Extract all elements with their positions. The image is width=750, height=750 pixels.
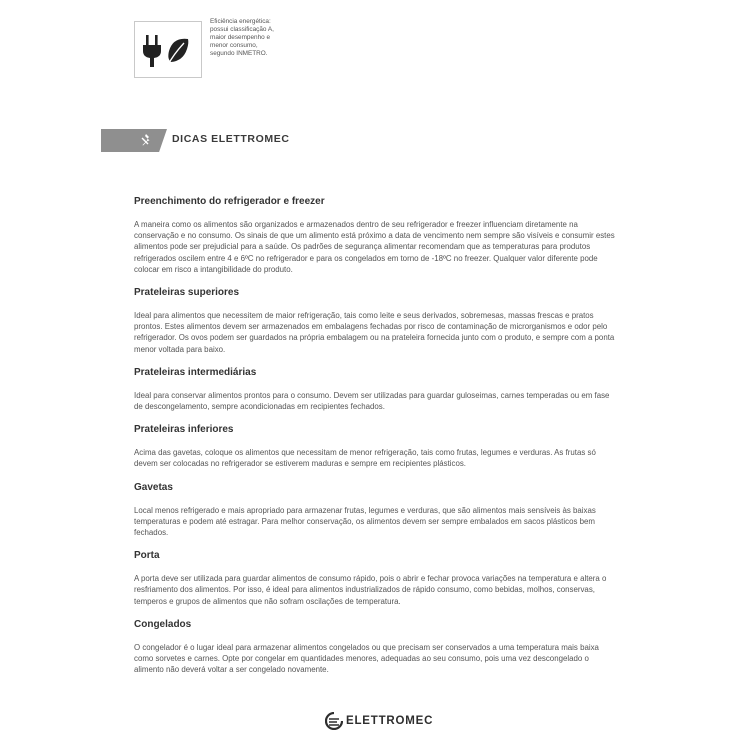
section-body: Acima das gavetas, coloque os alimentos que necessitam de menor refrigeração, tais como frutas, legumes e verduras. As frutas só devem ser colocadas no refrigerador se estiverem maduras e sempre em recipientes plásticos.	[134, 448, 596, 469]
section-middle-shelves	[134, 367, 618, 412]
plug-leaf-icon	[143, 31, 193, 71]
brand-logo-icon	[325, 712, 343, 730]
section-heading: Prateleiras inferiores	[134, 424, 234, 436]
section-body: A maneira como os alimentos são organizados e armazenados dentro de seu refrigerador e freezer influenciam diretamente na conservação e no consumo. Os sinais de que um alimento está próximo a data de vencimento nem sempre são visíveis e consumir estes alimentos pode ser prejudicial para a saúde. Os padrões de segurança alimentar recomendam que as temperaturas para produtos refrigerados oscilem entre 4 e 6ºC no refrigerador e para os congelados em torno de -18ºC no freezer. Qualquer valor diferente pode colocar em risco a intangibilidade do produto.	[134, 220, 615, 274]
section-body: A porta deve ser utilizada para guardar alimentos de consumo rápido, pois o abrir e fechar provoca variações na temperatura e altera o resfriamento dos alimentos. Por isso, é ideal para alimentos industrializados de rápido consumo, como bebidas, molhos, conservas, temperos e grupos de alimentos que não sofram oscilações de temperatura.	[134, 574, 607, 606]
tips-header-band	[101, 129, 167, 152]
pin-icon	[139, 133, 153, 147]
section-heading: Preenchimento do refrigerador e freezer	[134, 196, 325, 207]
brand-name: ELETTROMEC	[346, 715, 434, 727]
section-lower-shelves	[134, 424, 618, 469]
section-frozen	[134, 619, 618, 676]
section-heading: Gavetas	[134, 481, 173, 493]
tips-content	[134, 196, 618, 687]
energy-efficiency-text: Eficiência energética: possui classificação A, maior desempenho e menor consumo, segundo INMETRO.	[210, 18, 274, 57]
section-heading: Congelados	[134, 618, 192, 630]
section-body: O congelador é o lugar ideal para armazenar alimentos congelados ou que precisam ser conservados a uma temperatura mais baixa como sorvetes e carnes. Opte por congelar em quantidades menores, adequadas ao seu consumo, pois uma vez descongelado o alimento não deverá voltar a ser congelado novamente.	[134, 642, 599, 675]
section-body: Ideal para alimentos que necessitem de maior refrigeração, tais como leite e seus derivados, sobremesas, massas frescas e pratos prontos. Estes alimentos devem ser armazenados em embalagens fechadas por risco de contaminação de microrganismos e odor pelo refrigerador. Os ovos podem ser guardados na própria embalagem ou na prateleira fornecida junto com o produto, e sempre com a ponta menor voltada para baixo.	[134, 311, 615, 354]
section-heading: Prateleiras intermediárias	[134, 366, 257, 378]
section-upper-shelves	[134, 287, 618, 355]
energy-efficiency-box	[134, 21, 202, 78]
section-filling	[134, 196, 618, 275]
section-body: Ideal para conservar alimentos prontos para o consumo. Devem ser utilizadas para guardar guloseimas, carnes temperadas ou em fase de descongelamento, sempre acondicionadas em recipientes fechados.	[134, 390, 610, 412]
section-body: Local menos refrigerado e mais apropriado para armazenar frutas, legumes e verduras, que são alimentos mais sensíveis às baixas temperaturas e podem até estragar. Para melhor conservação, os alimentos devem ser sempre embalados em sacos plásticos bem fechados.	[134, 505, 596, 538]
section-heading: Porta	[134, 550, 160, 562]
tips-title: DICAS ELETTROMEC	[172, 133, 290, 145]
section-door	[134, 550, 618, 607]
section-drawers	[134, 482, 618, 539]
section-heading: Prateleiras superiores	[134, 287, 240, 299]
